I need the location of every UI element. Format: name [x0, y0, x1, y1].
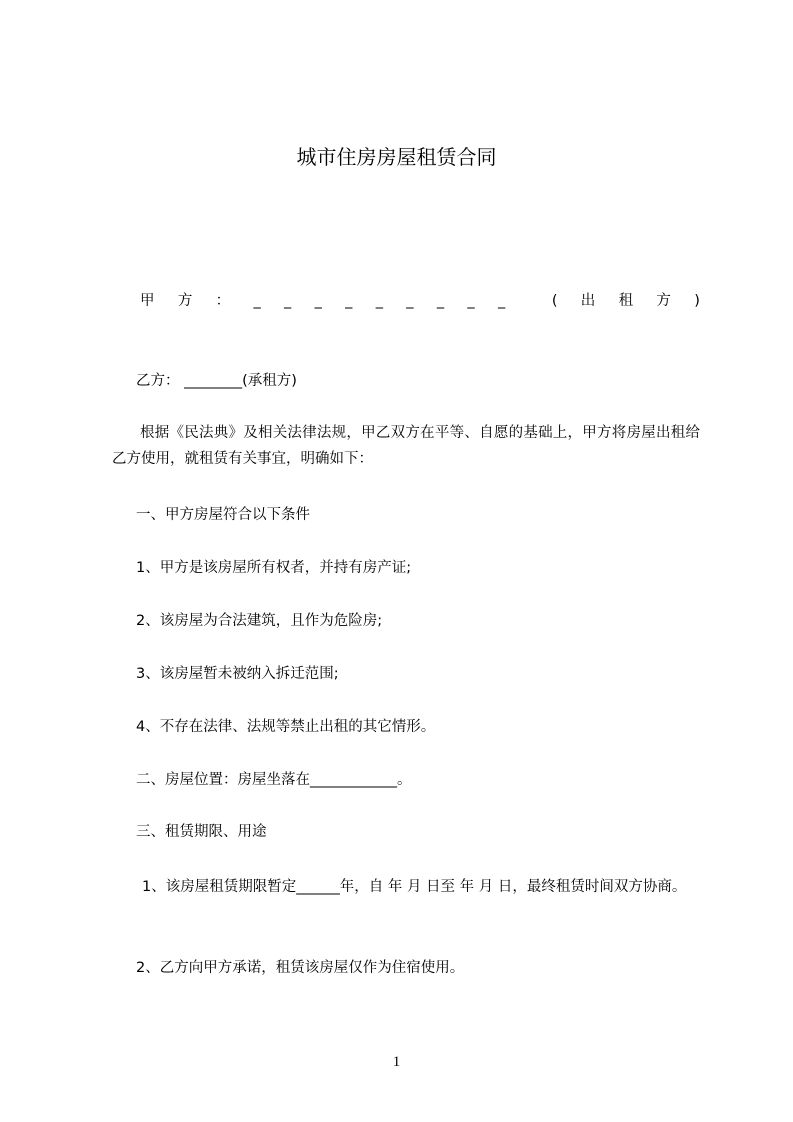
- section-1-heading: 一、甲方房屋符合以下条件: [136, 507, 310, 523]
- party-a-blank: _: [467, 293, 475, 309]
- party-a-char: 租: [618, 293, 634, 309]
- clause-1-1: 1、甲方是该房屋所有权者，并持有房产证;: [136, 560, 412, 576]
- page-number: 1: [392, 1054, 401, 1070]
- party-a-blank: _: [253, 293, 261, 309]
- party-a-char: (: [551, 293, 558, 309]
- party-a-blank: _: [436, 293, 445, 309]
- clause-3-2: 2、乙方向甲方承诺，租赁该房屋仅作为住宿使用。: [136, 960, 465, 976]
- party-a-char: ：: [215, 293, 231, 309]
- party-a-blank: _: [314, 293, 322, 309]
- party-a-blank: _: [375, 293, 383, 309]
- party-b-line: 乙方： ________(承租方): [136, 373, 297, 389]
- clause-1-3: 3、该房屋暂未被纳入拆迁范围;: [136, 666, 339, 682]
- section-2-heading: 二、房屋位置：房屋坐落在____________。: [136, 772, 412, 788]
- document-title: 城市住房房屋租赁合同: [296, 145, 497, 169]
- party-a-blank: _: [345, 293, 353, 309]
- party-a-char: ): [694, 293, 700, 309]
- party-a-char: 方: [656, 293, 671, 309]
- intro-paragraph: 根据《民法典》及相关法律法规，甲乙双方在平等、自愿的基础上，甲方将房屋出租给乙方使用，就租赁有关事宜，明确如下：: [112, 425, 700, 467]
- clause-3-1: 1、该房屋租赁期限暂定______年，自 年 月 日至 年 月 日，最终租赁时间双方协商。: [142, 879, 687, 895]
- section-3-heading: 三、租赁期限、用途: [136, 824, 267, 840]
- clause-1-4: 4、不存在法律、法规等禁止出租的其它情形。: [136, 719, 436, 735]
- party-a-line: [140, 288, 700, 314]
- party-a-char: 甲: [140, 293, 155, 309]
- party-a-char: 出: [580, 293, 596, 309]
- party-a-char: 方: [177, 293, 193, 309]
- party-a-blank: _: [497, 293, 506, 309]
- party-a-blank: _: [406, 293, 414, 309]
- party-a-blank: _: [284, 293, 292, 309]
- clause-1-2: 2、该房屋为合法建筑，且作为危险房;: [136, 613, 383, 629]
